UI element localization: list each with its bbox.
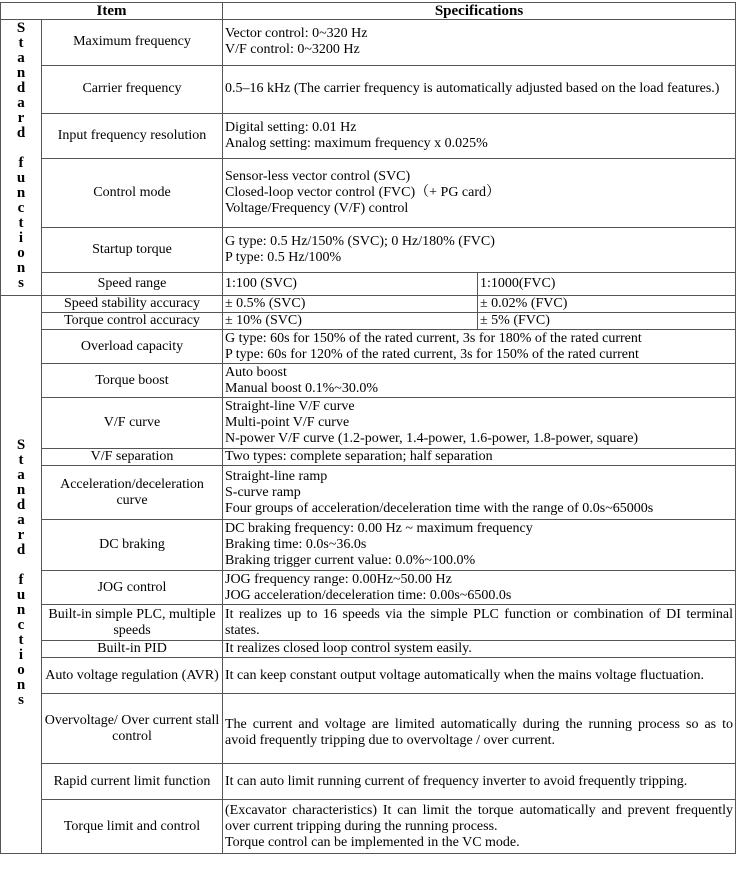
spec-cell — [223, 65, 736, 113]
table-header-row — [1, 3, 736, 20]
spec-line: G type: 60s for 150% of the rated current, 3s for 180% of the rated current — [225, 330, 642, 346]
table-row — [1, 641, 736, 658]
spec-line: Sensor-less vector control (SVC) — [225, 168, 411, 184]
spec-line: It can keep constant output voltage automatically when the mains voltage fluctuation. — [225, 667, 704, 683]
table-row — [1, 449, 736, 466]
specifications-table — [0, 2, 736, 854]
table-row — [1, 605, 736, 641]
spec-line: Vector control: 0~320 Hz — [225, 26, 368, 42]
spec-line: P type: 0.5 Hz/100% — [225, 249, 342, 265]
spec-cell — [223, 694, 736, 764]
item-cell: Rapid current limit function — [42, 764, 223, 800]
spec-cell-right: ± 0.02% (FVC) — [478, 296, 736, 313]
spec-line: N-power V/F curve (1.2-power, 1.4-power, 1.6-power, 1.8-power, square) — [225, 431, 639, 446]
table-row — [1, 113, 736, 159]
spec-cell — [223, 571, 736, 605]
table-row — [1, 227, 736, 273]
table-row — [1, 330, 736, 364]
spec-cell — [223, 398, 736, 449]
item-cell: Built-in simple PLC, multiple speeds — [42, 605, 223, 641]
spec-cell-left: ± 10% (SVC) — [223, 313, 478, 330]
item-cell: Auto voltage regulation (AVR) — [42, 658, 223, 694]
spec-line: Voltage/Frequency (V/F) control — [225, 200, 409, 216]
table-row — [1, 694, 736, 764]
spec-line: (Excavator characteristics) It can limit the torque automatically and prevent frequently over current tripping during the running process. — [225, 802, 733, 834]
spec-cell — [223, 658, 736, 694]
table-row — [1, 159, 736, 227]
spec-line: Multi-point V/F curve — [225, 415, 350, 430]
item-cell: Input frequency resolution — [42, 113, 223, 159]
spec-line: G type: 0.5 Hz/150% (SVC); 0 Hz/180% (FVC) — [225, 233, 495, 249]
spec-line: Straight-line ramp — [225, 468, 328, 484]
item-header: Item — [1, 3, 223, 20]
spec-cell — [223, 800, 736, 854]
spec-line: Manual boost 0.1%~30.0% — [225, 380, 379, 396]
item-cell: Control mode — [42, 159, 223, 227]
spec-line: It can auto limit running current of frequency inverter to avoid frequently tripping. — [225, 773, 688, 789]
spec-cell-left: ± 0.5% (SVC) — [223, 296, 478, 313]
item-cell: Startup torque — [42, 227, 223, 273]
table-row — [1, 466, 736, 520]
spec-cell — [223, 330, 736, 364]
table-row — [1, 20, 736, 66]
group-cell — [1, 296, 42, 854]
table-row — [1, 273, 736, 296]
table-row — [1, 296, 736, 313]
spec-line: S-curve ramp — [225, 484, 301, 500]
spec-cell — [223, 641, 736, 658]
item-cell: Torque control accuracy — [42, 313, 223, 330]
table-row — [1, 571, 736, 605]
spec-line: 0.5–16 kHz (The carrier frequency is automatically adjusted based on the load features.) — [225, 81, 720, 97]
item-cell: Maximum frequency — [42, 20, 223, 66]
spec-line: DC braking frequency: 0.00 Hz ~ maximum frequency — [225, 521, 533, 536]
spec-line: Braking time: 0.0s~36.0s — [225, 537, 367, 552]
item-cell: Built-in PID — [42, 641, 223, 658]
table-row — [1, 800, 736, 854]
table-body — [1, 20, 736, 854]
spec-cell — [223, 20, 736, 66]
item-cell: V/F curve — [42, 398, 223, 449]
spec-line: It realizes up to 16 speeds via the simple PLC function or combination of DI terminal states. — [225, 606, 733, 638]
spec-line: The current and voltage are limited automatically during the running process so as to avoid frequently tripping due to overvoltage / over current. — [225, 716, 733, 748]
group-label: Standard functions — [13, 20, 29, 290]
item-cell: Acceleration/deceleration curve — [42, 466, 223, 520]
specifications-header: Specifications — [223, 3, 736, 20]
group-cell — [1, 20, 42, 296]
spec-line: Braking trigger current value: 0.0%~100.0% — [225, 553, 476, 568]
spec-cell — [223, 113, 736, 159]
spec-cell — [223, 227, 736, 273]
item-cell: Speed range — [42, 273, 223, 296]
spec-line: It realizes closed loop control system easily. — [225, 641, 472, 656]
spec-line: Auto boost — [225, 364, 287, 380]
item-cell: Overvoltage/ Over current stall control — [42, 694, 223, 764]
spec-cell — [223, 364, 736, 398]
spec-line: Four groups of acceleration/deceleration time with the range of 0.0s~65000s — [225, 500, 654, 516]
spec-line: Two types: complete separation; half separation — [225, 449, 493, 464]
spec-cell — [223, 520, 736, 571]
table-row — [1, 398, 736, 449]
spec-line: Digital setting: 0.01 Hz — [225, 120, 357, 136]
item-cell: JOG control — [42, 571, 223, 605]
spec-line: JOG frequency range: 0.00Hz~50.00 Hz — [225, 571, 452, 587]
spec-line: Straight-line V/F curve — [225, 399, 355, 414]
spec-cell-right: 1:1000(FVC) — [478, 273, 736, 296]
spec-line: Analog setting: maximum frequency x 0.025% — [225, 136, 488, 152]
table-row — [1, 313, 736, 330]
item-cell: Overload capacity — [42, 330, 223, 364]
spec-line: Closed-loop vector control (FVC)（+ PG card） — [225, 184, 501, 200]
spec-cell — [223, 159, 736, 227]
item-cell: Carrier frequency — [42, 65, 223, 113]
group-label: Standard functions — [13, 437, 29, 707]
table-row — [1, 764, 736, 800]
item-cell: Speed stability accuracy — [42, 296, 223, 313]
table-row — [1, 65, 736, 113]
spec-cell-right: ± 5% (FVC) — [478, 313, 736, 330]
table-row — [1, 520, 736, 571]
item-cell: V/F separation — [42, 449, 223, 466]
spec-line: Torque control can be implemented in the VC mode. — [225, 834, 520, 850]
item-cell: DC braking — [42, 520, 223, 571]
spec-cell — [223, 764, 736, 800]
spec-cell — [223, 605, 736, 641]
table-row — [1, 364, 736, 398]
spec-cell-left: 1:100 (SVC) — [223, 273, 478, 296]
spec-cell — [223, 449, 736, 466]
spec-line: JOG acceleration/deceleration time: 0.00s~6500.0s — [225, 587, 512, 603]
spec-cell — [223, 466, 736, 520]
item-cell: Torque boost — [42, 364, 223, 398]
table-row — [1, 658, 736, 694]
spec-line: P type: 60s for 120% of the rated current, 3s for 150% of the rated current — [225, 346, 639, 362]
spec-line: V/F control: 0~3200 Hz — [225, 42, 360, 58]
item-cell: Torque limit and control — [42, 800, 223, 854]
